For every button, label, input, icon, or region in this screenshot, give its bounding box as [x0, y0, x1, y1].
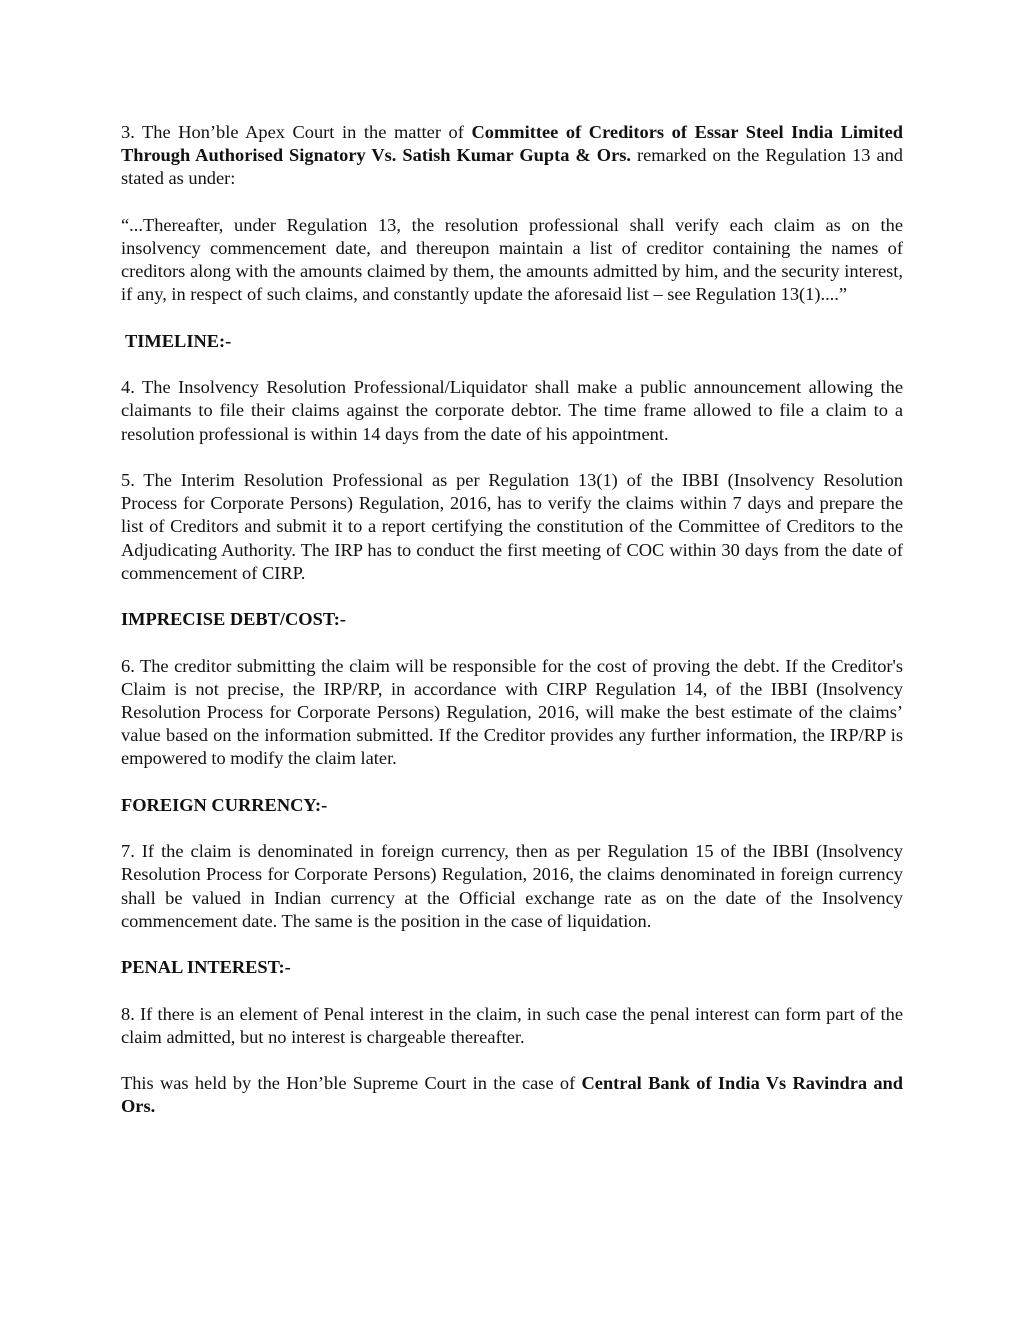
case-name-central-bank: Central Bank of India Vs Ravindra and Ors.	[121, 1073, 903, 1117]
paragraph-4: 4. The Insolvency Resolution Professional/Liquidator shall make a public announcement allowing the claimants to file their claims against the corporate debtor. The time frame allowed to file a claim to a resolution professional is within 14 days from the date of his appointment.	[121, 377, 903, 444]
paragraph-6: 6. The creditor submitting the claim will be responsible for the cost of proving the debt. If the Creditor's Claim is not precise, the IRP/RP, in accordance with CIRP Regulation 14, of the IBBI (Insolvency Resolution Process for Corporate Persons) Regulation, 2016, will make the best estimate of the claims’ value based on the information submitted. If the Creditor provides any further information, the IRP/RP is empowered to modify the claim later.	[121, 655, 903, 769]
paragraph-8: 8. If there is an element of Penal interest in the claim, in such case the penal interest can form part of the claim admitted, but no interest is chargeable thereafter.	[121, 1003, 903, 1047]
document-page	[121, 121, 903, 1142]
case-name-essar-steel: Committee of Creditors of Essar Steel India Limited Through Authorised Signatory Vs. Satish Kumar Gupta & Ors.	[121, 122, 903, 166]
paragraph-3-outro: remarked on the Regulation 13 and stated as under:	[121, 145, 903, 189]
paragraph-7: 7. If the claim is denominated in foreign currency, then as per Regulation 15 of the IBBI (Insolvency Resolution Process for Corporate Persons) Regulation, 2016, the claims denominated in foreign currency shall be valued in Indian currency at the Official exchange rate as on the date of the Insolvency commencement date. The same is the position in the case of liquidation.	[121, 841, 903, 931]
paragraph-9-intro: This was held by the Hon’ble Supreme Court in the case of	[121, 1073, 582, 1094]
heading-penal-interest: PENAL INTEREST:-	[121, 957, 291, 978]
heading-foreign-currency: FOREIGN CURRENCY:-	[121, 794, 328, 815]
heading-imprecise-debt-cost: IMPRECISE DEBT/COST:-	[121, 609, 346, 630]
quoted-passage: “...Thereafter, under Regulation 13, the resolution professional shall verify each claim as on the insolvency commencement date, and thereupon maintain a list of creditor containing the names of creditors along with the amounts claimed by them, the amounts admitted by him, and the security interest, if any, in respect of such claims, and constantly update the aforesaid list – see Regulation 13(1)....”	[121, 214, 903, 305]
paragraph-5: 5. The Interim Resolution Professional as per Regulation 13(1) of the IBBI (Insolvency Resolution Process for Corporate Persons) Regulation, 2016, has to verify the claims within 7 days and prepare the list of Creditors and submit it to a report certifying the constitution of the Committee of Creditors to the Adjudicating Authority. The IRP has to conduct the first meeting of COC within 30 days from the date of commencement of CIRP.	[121, 469, 903, 583]
paragraph-9	[121, 1072, 903, 1118]
paragraph-3	[121, 121, 903, 191]
paragraph-3-intro: 3. The Hon’ble Apex Court in the matter of	[121, 122, 472, 142]
heading-timeline: TIMELINE:-	[125, 330, 232, 351]
